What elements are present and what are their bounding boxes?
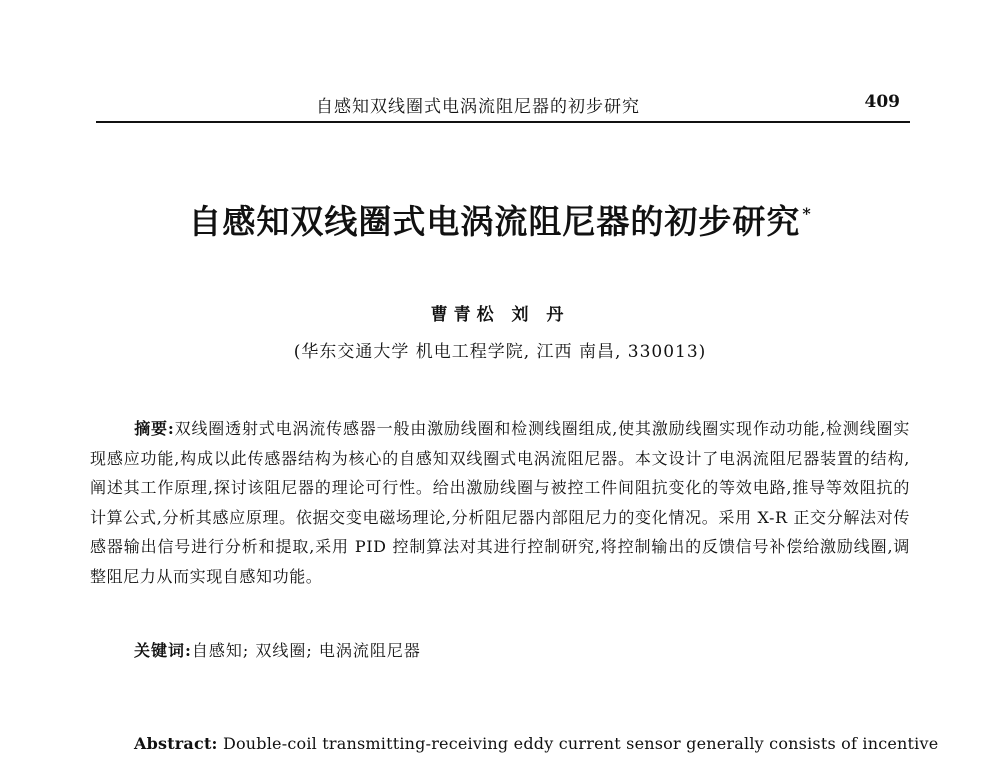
- running-title: 自感知双线圈式电涡流阻尼器的初步研究: [316, 97, 640, 117]
- header-rule: [96, 121, 910, 123]
- paper-title-text: 自感知双线圈式电涡流阻尼器的初步研究: [188, 202, 801, 241]
- authors: 曹青松 刘 丹: [430, 305, 570, 325]
- keywords: [134, 638, 910, 661]
- page-header: [96, 88, 910, 118]
- title-footnote-mark: *: [802, 204, 812, 223]
- paper-title: [0, 196, 1000, 243]
- keywords-label: 关键词:: [134, 641, 192, 660]
- abstract-text: 双线圈透射式电涡流传感器一般由激励线圈和检测线圈组成,使其激励线圈实现作动功能,检测线圈实现感应功能,构成以此传感器结构为核心的自感知双线圈式电涡流阻尼器。本文设计了电涡流阻尼器装置的结构,阐述其工作原理,探讨该阻尼器的理论可行性。给出激励线圈与被控工件间阻抗变化的等效电路,推导等效阻抗的计算公式,分析其感应原理。依据交变电磁场理论,分析阻尼器内部阻尼力的变化情况。采用 X-R 正交分解法对传感器输出信号进行分析和提取,采用 PID 控制算法对其进行控制研究,将控制输出的反馈信号补偿给激励线圈,调整阻尼力从而实现自感知功能。: [90, 419, 910, 586]
- keywords-text: 自感知; 双线圈; 电涡流阻尼器: [191, 641, 421, 660]
- abstract-label: 摘要:: [134, 419, 175, 438]
- abstract-english: [134, 734, 939, 753]
- affiliation: (华东交通大学 机电工程学院, 江西 南昌, 330013): [293, 342, 707, 362]
- abstract-en-label: Abstract:: [134, 734, 218, 753]
- abstract-en-text: Double-coil transmitting-receiving eddy current sensor generally consists of incentive: [222, 734, 939, 753]
- abstract-chinese: [90, 414, 910, 591]
- page-number: 409: [864, 92, 900, 112]
